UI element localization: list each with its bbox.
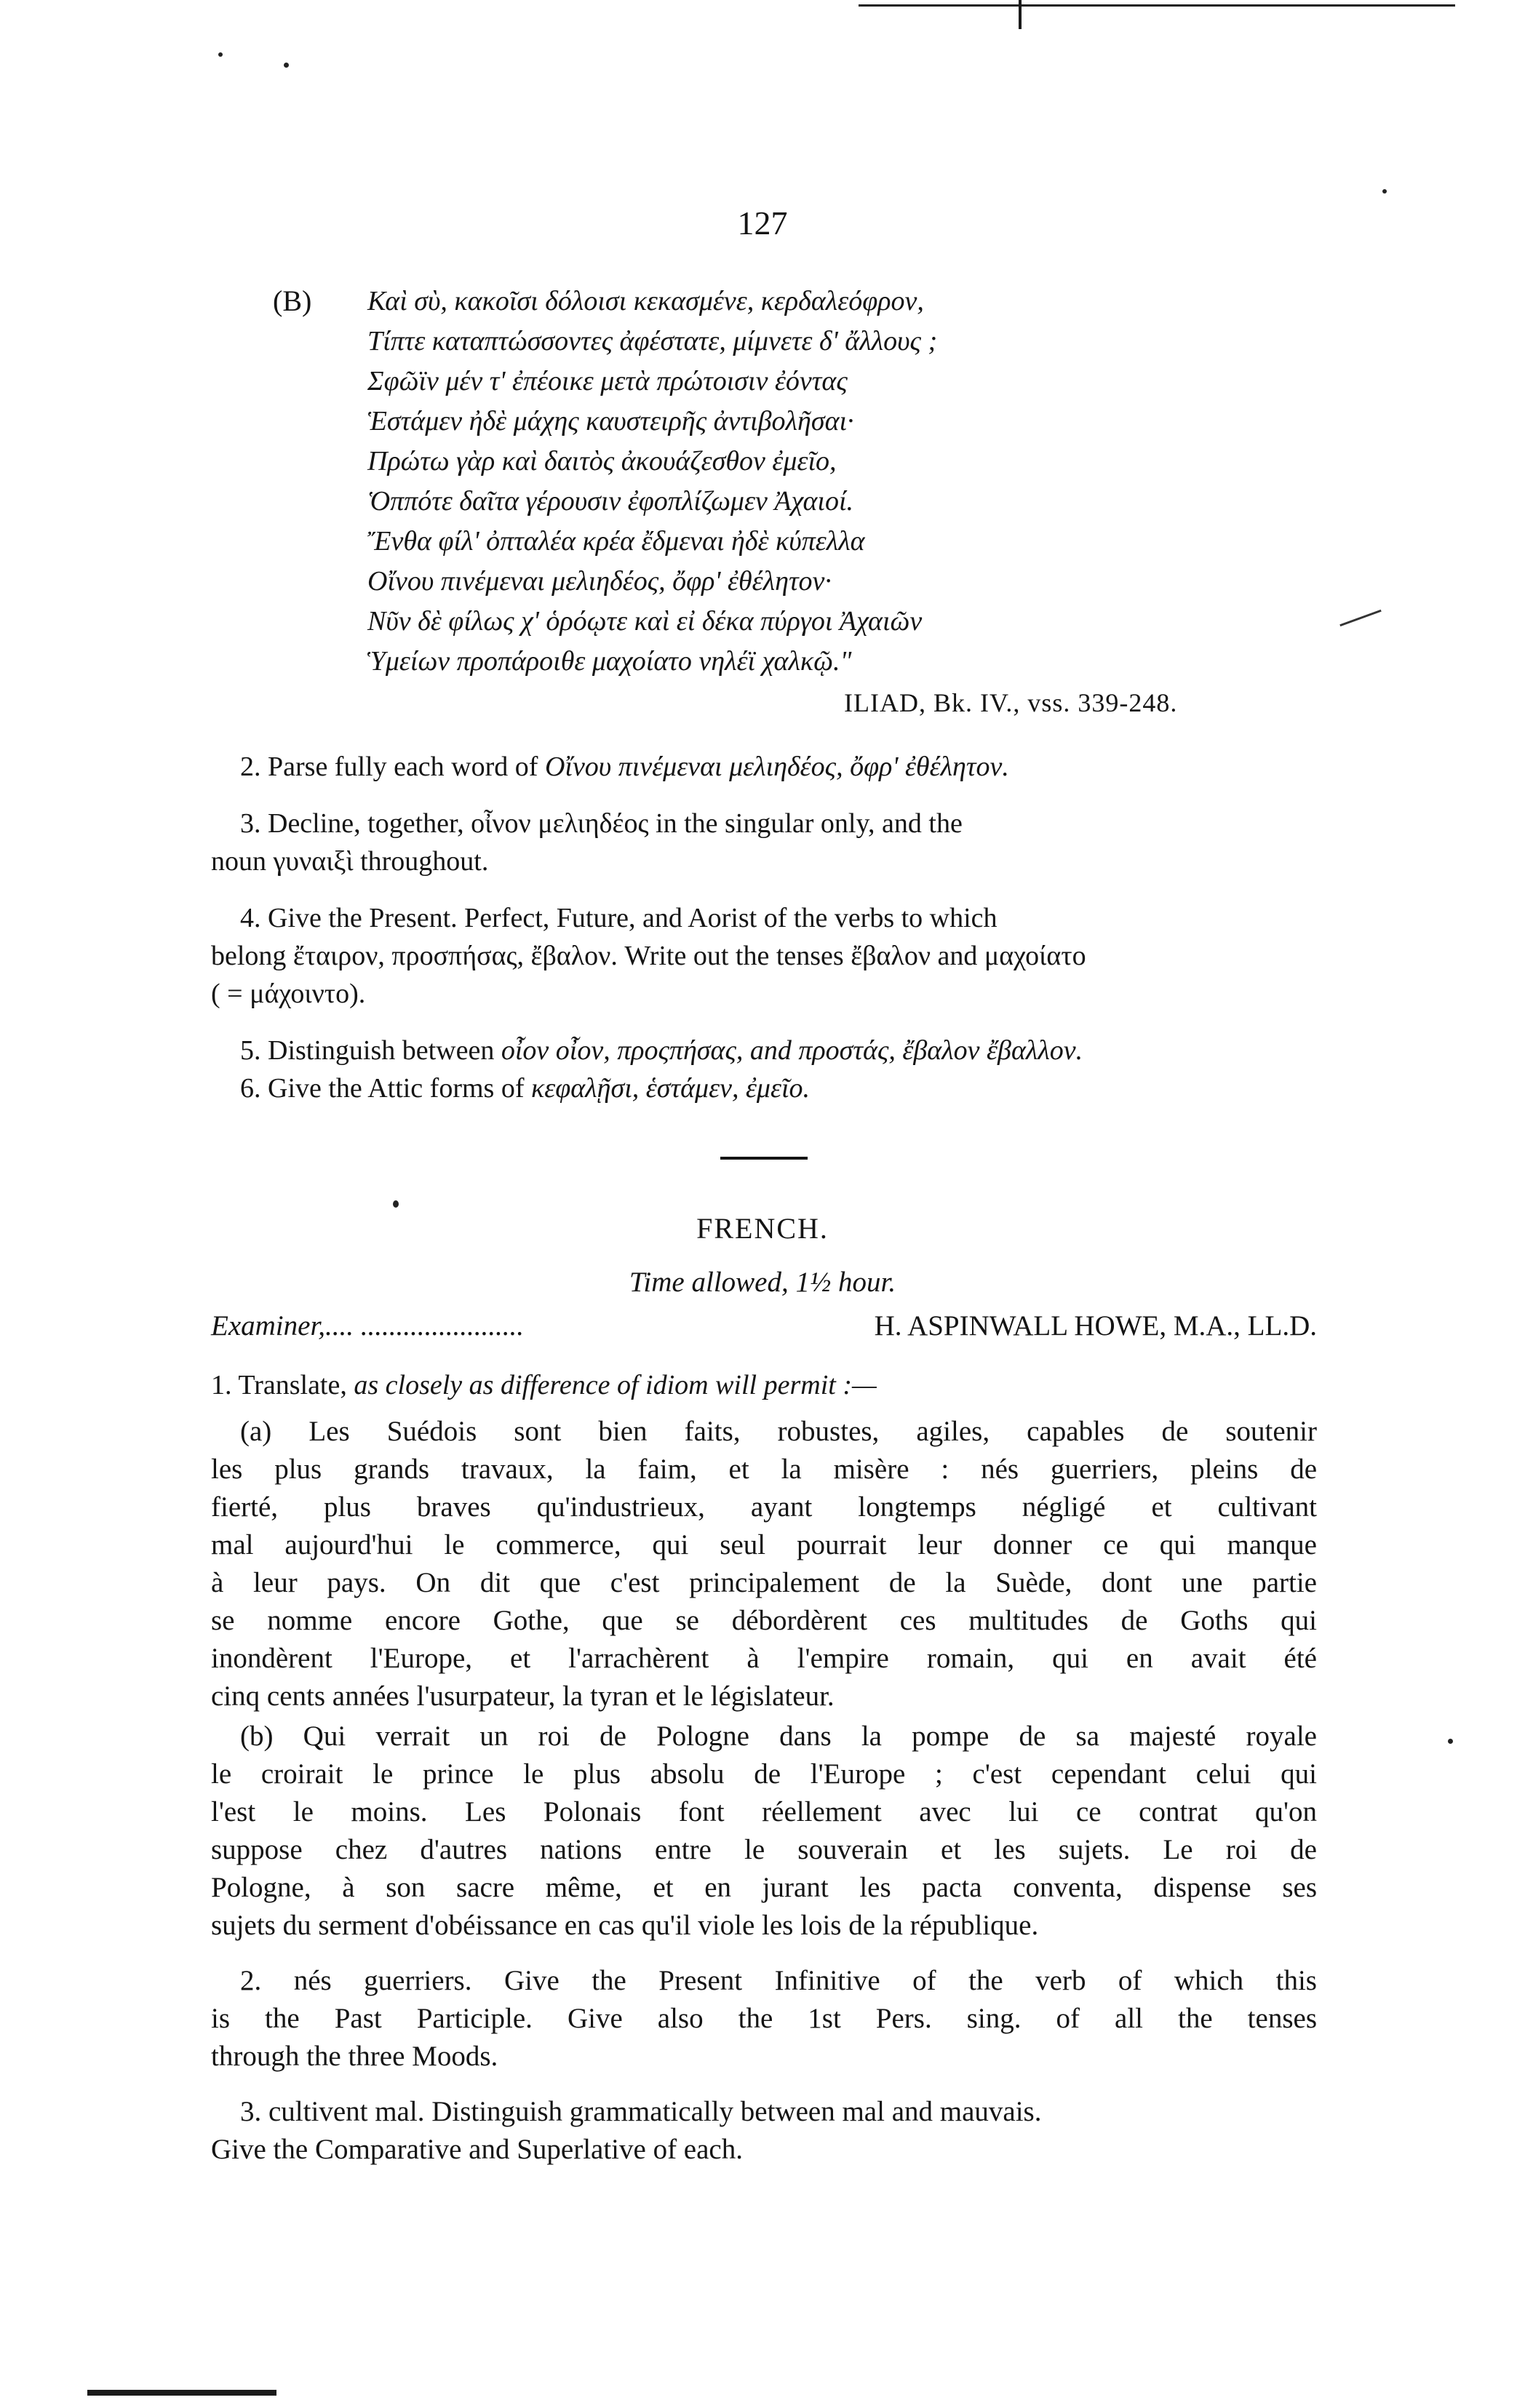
examiner-label: Examiner,.... ....................... [211, 1310, 525, 1341]
greek-line: Οἴνου πινέμεναι μελιηδέος, ὄφρ' ἐθέλητον· [367, 566, 832, 597]
question-text: Translate, [238, 1370, 347, 1400]
passage-a-line: inondèrent l'Europe, et l'arrachèrent à l'empire romain, qui en avait été [211, 1643, 1317, 1674]
speck [1448, 1739, 1453, 1744]
question-2 [240, 751, 1009, 783]
margin-mark [1339, 610, 1381, 626]
question-number: 6. [240, 1073, 261, 1104]
speck [284, 63, 289, 68]
scan-bottom-mark [87, 2390, 276, 2396]
question-number: 1. [211, 1370, 232, 1400]
speck [218, 52, 223, 57]
greek-phrase: κεφαλῇσι, ἑστάμεν, ἐμεῖο. [530, 1073, 811, 1104]
french-question-2-line: through the three Moods. [211, 2041, 498, 2072]
passage-a-line: cinq cents années l'usurpateur, la tyran et le législateur. [211, 1681, 835, 1712]
greek-line: Καὶ σὺ, κακοῖσι δόλοισι κεκασμένε, κερδαλεόφρον, [367, 286, 924, 316]
passage-label: (B) [273, 284, 312, 317]
question-5 [240, 1034, 1083, 1067]
question-4-cont: belong ἔταιρον, προσπήσας, ἔβαλον. Write out the tenses ἔβαλον and μαχοίατο [211, 941, 1086, 971]
passage-a-line: se nomme encore Gothe, que se débordèrent ces multitudes de Goths qui [211, 1605, 1317, 1636]
passage-reference: ILIAD, Bk. IV., vss. 339-248. [844, 688, 1178, 717]
speck [1382, 189, 1387, 194]
question-instruction: as closely as difference of idiom will permit :— [354, 1370, 877, 1400]
greek-line: Ἑστάμεν ἠδὲ μάχης καυστειρῆς ἀντιβολῆσαι· [367, 406, 854, 436]
greek-line: Νῦν δὲ φίλως χ' ὁρόῳτε καὶ εἰ δέκα πύργοι Ἀχαιῶν [367, 606, 923, 637]
greek-line: Ἔνθα φίλ' ὀπταλέα κρέα ἔδμεναι ἠδὲ κύπελλα [367, 526, 865, 557]
question-text: Give the Attic forms of [268, 1073, 531, 1104]
speck [393, 1200, 399, 1208]
scan-edge-tick [1019, 0, 1022, 29]
french-question-2-line: 2. nés guerriers. Give the Present Infinitive of the verb of which this [240, 1965, 1317, 1996]
greek-line: Πρώτω γὰρ καὶ δαιτὸς ἀκουάζεσθον ἐμεῖο, [367, 446, 837, 477]
section-divider [720, 1157, 808, 1160]
question-number: 4. [240, 903, 261, 933]
greek-phrase: οἶον οἶον, προςπήσας, and προστάς, ἔβαλον ἔβαλλον. [501, 1035, 1083, 1066]
question-text: Decline, together, οἶνον μελιηδέος in the singular only, and the [268, 808, 963, 839]
question-6 [240, 1072, 810, 1104]
greek-line: Σφῶϊν μέν τ' ἐπέοικε μετὰ πρώτοισιν ἐόντας [367, 366, 848, 396]
passage-b-line: suppose chez d'autres nations entre le souverain et les sujets. Le roi de [211, 1834, 1317, 1865]
passage-a-line: fierté, plus braves qu'industrieux, ayant longtemps négligé et cultivant [211, 1491, 1317, 1523]
greek-line: Ὑμείων προπάροιθε μαχοίατο νηλέϊ χαλκῷ." [367, 646, 852, 677]
greek-line: Τίπτε καταπτώσσοντες ἀφέστατε, μίμνετε δ' ἄλλους ; [367, 326, 938, 356]
passage-b-line: Pologne, à son sacre même, et en jurant les pacta conventa, dispense ses [211, 1872, 1317, 1903]
question-number: 5. [240, 1035, 261, 1066]
question-number: 3. [240, 808, 261, 839]
question-4 [240, 902, 998, 934]
question-4-cont: ( = μάχοιντο). [211, 978, 366, 1009]
question-text: Distinguish between [268, 1035, 501, 1066]
passage-b-line: l'est le moins. Les Polonais font réellement avec lui ce contrat qu'on [211, 1796, 1317, 1827]
examiner-name: H. ASPINWALL HOWE, M.A., LL.D. [874, 1310, 1317, 1341]
question-text: Give the Present. Perfect, Future, and Aorist of the verbs to which [268, 903, 998, 933]
question-3-cont: noun γυναιξὶ throughout. [211, 846, 489, 877]
passage-b-line: sujets du serment d'obéissance en cas qu'il viole les lois de la république. [211, 1910, 1039, 1941]
french-question-1 [211, 1369, 877, 1401]
passage-b-line: (b) Qui verrait un roi de Pologne dans la pompe de sa majesté royale [240, 1721, 1317, 1752]
greek-phrase: Οἴνου πινέμεναι μελιηδέος, ὄφρ' ἐθέλητον. [544, 751, 1009, 782]
passage-a-line: à leur pays. On dit que c'est principalement de la Suède, dont une partie [211, 1567, 1317, 1598]
question-3 [240, 808, 963, 840]
section-heading: FRENCH. [696, 1212, 829, 1245]
french-question-3-line: 3. cultivent mal. Distinguish grammatically between mal and mauvais. [240, 2096, 1042, 2127]
time-allowed: Time allowed, 1½ hour. [629, 1267, 896, 1298]
french-question-2-line: is the Past Participle. Give also the 1st Pers. sing. of all the tenses [211, 2003, 1317, 2034]
passage-b-line: le croirait le prince le plus absolu de l'Europe ; c'est cependant celui qui [211, 1758, 1317, 1790]
examiner-line [211, 1309, 1317, 1342]
passage-a-line: (a) Les Suédois sont bien faits, robustes, agiles, capables de soutenir [240, 1416, 1317, 1447]
greek-line: Ὁππότε δαῖτα γέρουσιν ἐφοπλίζωμεν Ἀχαιοί. [367, 486, 854, 517]
passage-a-line: mal aujourd'hui le commerce, qui seul pourrait leur donner ce qui manque [211, 1529, 1317, 1560]
question-text: Parse fully each word of [268, 751, 545, 782]
scan-edge-line [859, 4, 1455, 7]
french-question-3-line: Give the Comparative and Superlative of each. [211, 2134, 743, 2165]
passage-a-line: les plus grands travaux, la faim, et la misère : nés guerriers, pleins de [211, 1454, 1317, 1485]
page-number: 127 [737, 204, 788, 242]
question-number: 2. [240, 751, 261, 782]
